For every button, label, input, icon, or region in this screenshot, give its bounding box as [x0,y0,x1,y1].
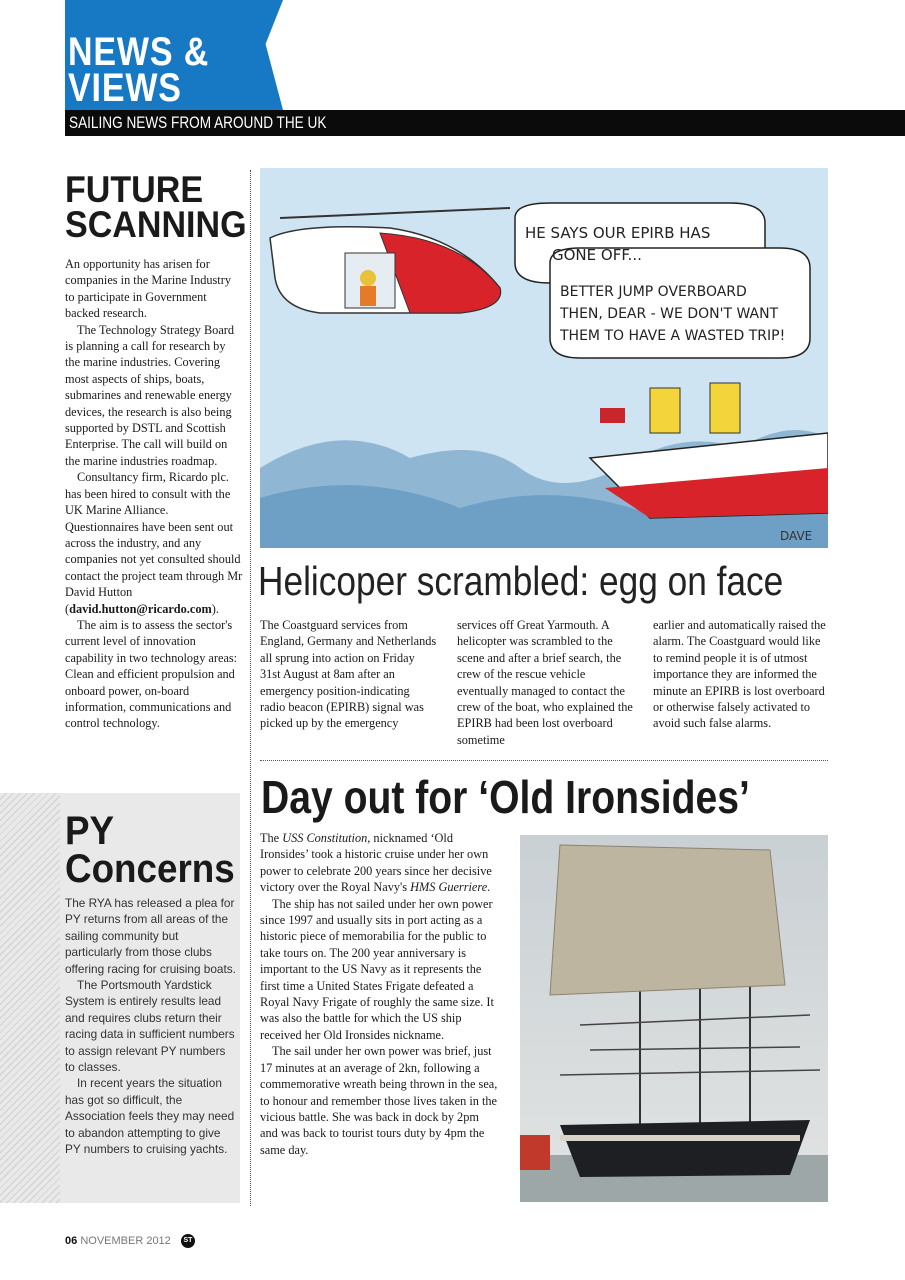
issue-date: NOVEMBER 2012 [80,1235,171,1247]
section-title-line: VIEWS [68,66,182,110]
text: Consultancy firm, Ricardo plc. has been hired to consult with the UK Marine Alliance. Questionnaires have been sent out across the industry, and any companies not yet consulted should contact the project team through Mr David Hutton ( [65,470,243,616]
bubble-text: THEM TO HAVE A WASTED TRIP! [560,328,786,344]
speech-bubble [515,203,810,358]
section-title [68,30,210,110]
text: The Technology Strategy Board is planning a call for research by the marine industries. Covering most aspects of ships, boats, submarines and renewable energy devices, the research is also being supported by DSTL and Scottish Enterprise. The call will build on the marine industries roadmap. [65,322,235,468]
tug-boat [520,1135,550,1170]
ship-name: USS Constitution [282,831,368,845]
page-footer [65,1235,171,1247]
paragraph [260,830,498,896]
future-scanning-title [65,169,247,245]
bubble-text: HE SAYS OUR EPIRB HAS [525,224,711,242]
paragraph: An opportunity has arisen for companies in the Marine Industry to participate in Government backed research. [65,257,231,321]
title-line: PY [65,809,115,853]
artist-signature: DAVE [780,529,813,543]
page-number: 06 [65,1235,78,1247]
section-title-line: NEWS & [68,30,210,74]
bubble-text: GONE OFF... [552,246,642,264]
py-concerns-title [65,809,235,891]
text: , nicknamed ‘Old Ironsides’ took a historic cruise under her own power to celebrate 200 years since her decisive victory over the Royal Navy's [260,831,492,895]
email-link[interactable]: david.hutton@ricardo.com [69,601,212,616]
paragraph: The Portsmouth Yardstick System is entirely results lead and requires clubs return their racing data in sufficient numbers to assign relevant PY numbers to classes. [65,978,235,1075]
bubble-text: THEN, DEAR - WE DON'T WANT [560,306,779,322]
title-line: Concerns [65,847,235,891]
paragraph: The ship has not sailed under her own power since 1997 and usually sits in port acting as a historic piece of memorabilia for the public to take tours on. The 200 year anniversary is important to the US Navy as it represents the first time a United States Frigate defeated a Royal Navy Frigate of roughly the same size. It was also the battle for which the US ship received her Old Ironsides nickname. [260,896,494,1042]
ship-name: HMS Guerriere [410,880,488,895]
helicopter-column: services off Great Yarmouth. A helicopter was scrambled to the scene and after a brief search, the crew of the rescue vehicle eventually managed to contact the crew of the boat, who explained the EPIRB had been lost overboard sometime [457,618,633,747]
paragraph [65,322,243,470]
ironsides-body [260,830,498,1158]
py-concerns-body [65,895,237,1158]
paragraph: The sail under her own power was brief, just 17 minutes at an average of 2kn, following a commemorative wreath being thrown in the sea, to honour and remember those lives taken in the vicious battle. She was back in dock by 2pm and was back to tourist tours duty by 4pm the same day. [260,1044,498,1157]
cartoon-illustration [260,168,828,548]
magazine-logo: ST [181,1234,195,1248]
text: The [260,831,283,845]
helicopter-column: The Coastguard services from England, Germany and Netherlands all sprung into action on Friday 31st August at 8am after an emergency position-indicating radio beacon (EPIRB) signal was picked up by the emergency [260,618,437,731]
paragraph [65,469,243,617]
bubble-text: BETTER JUMP OVERBOARD [560,284,747,300]
column-divider [250,170,251,1206]
ironsides-headline: Day out for ‘Old Ironsides’ [261,771,750,823]
helicopter-headline: Helicoper scrambled: egg on face [258,558,784,604]
strapline: SAILING NEWS FROM AROUND THE UK [69,113,327,132]
sail [550,845,785,995]
paragraph: The RYA has released a plea for PY returns from all areas of the sailing community but particularly from those clubs offering racing for cruising boats. [65,896,236,976]
title-line: SCANNING [65,204,247,245]
text: . [487,880,491,895]
section-divider [260,760,828,761]
title-line: FUTURE [65,169,204,210]
ship-photo [520,835,828,1202]
hull [560,1120,810,1177]
helicopter-column: earlier and automatically raised the alarm. The Coastguard would like to remind people it is of utmost importance they are informed the minute an EPIRB is lost overboard or otherwise falsely activated to avoid such false alarms. [653,618,826,731]
future-scanning-body [65,256,243,732]
paragraph: In recent years the situation has got so difficult, the Association feels they may need to abandon attempting to give PY numbers to cruising yachts. [65,1076,235,1157]
paragraph: The aim is to assess the sector's current level of innovation capability in two technology areas: Clean and efficient propulsion and onboard power, on-board information, communications and control technology. [65,617,238,731]
stripe-pattern [0,793,60,1203]
text: ). [211,601,219,616]
